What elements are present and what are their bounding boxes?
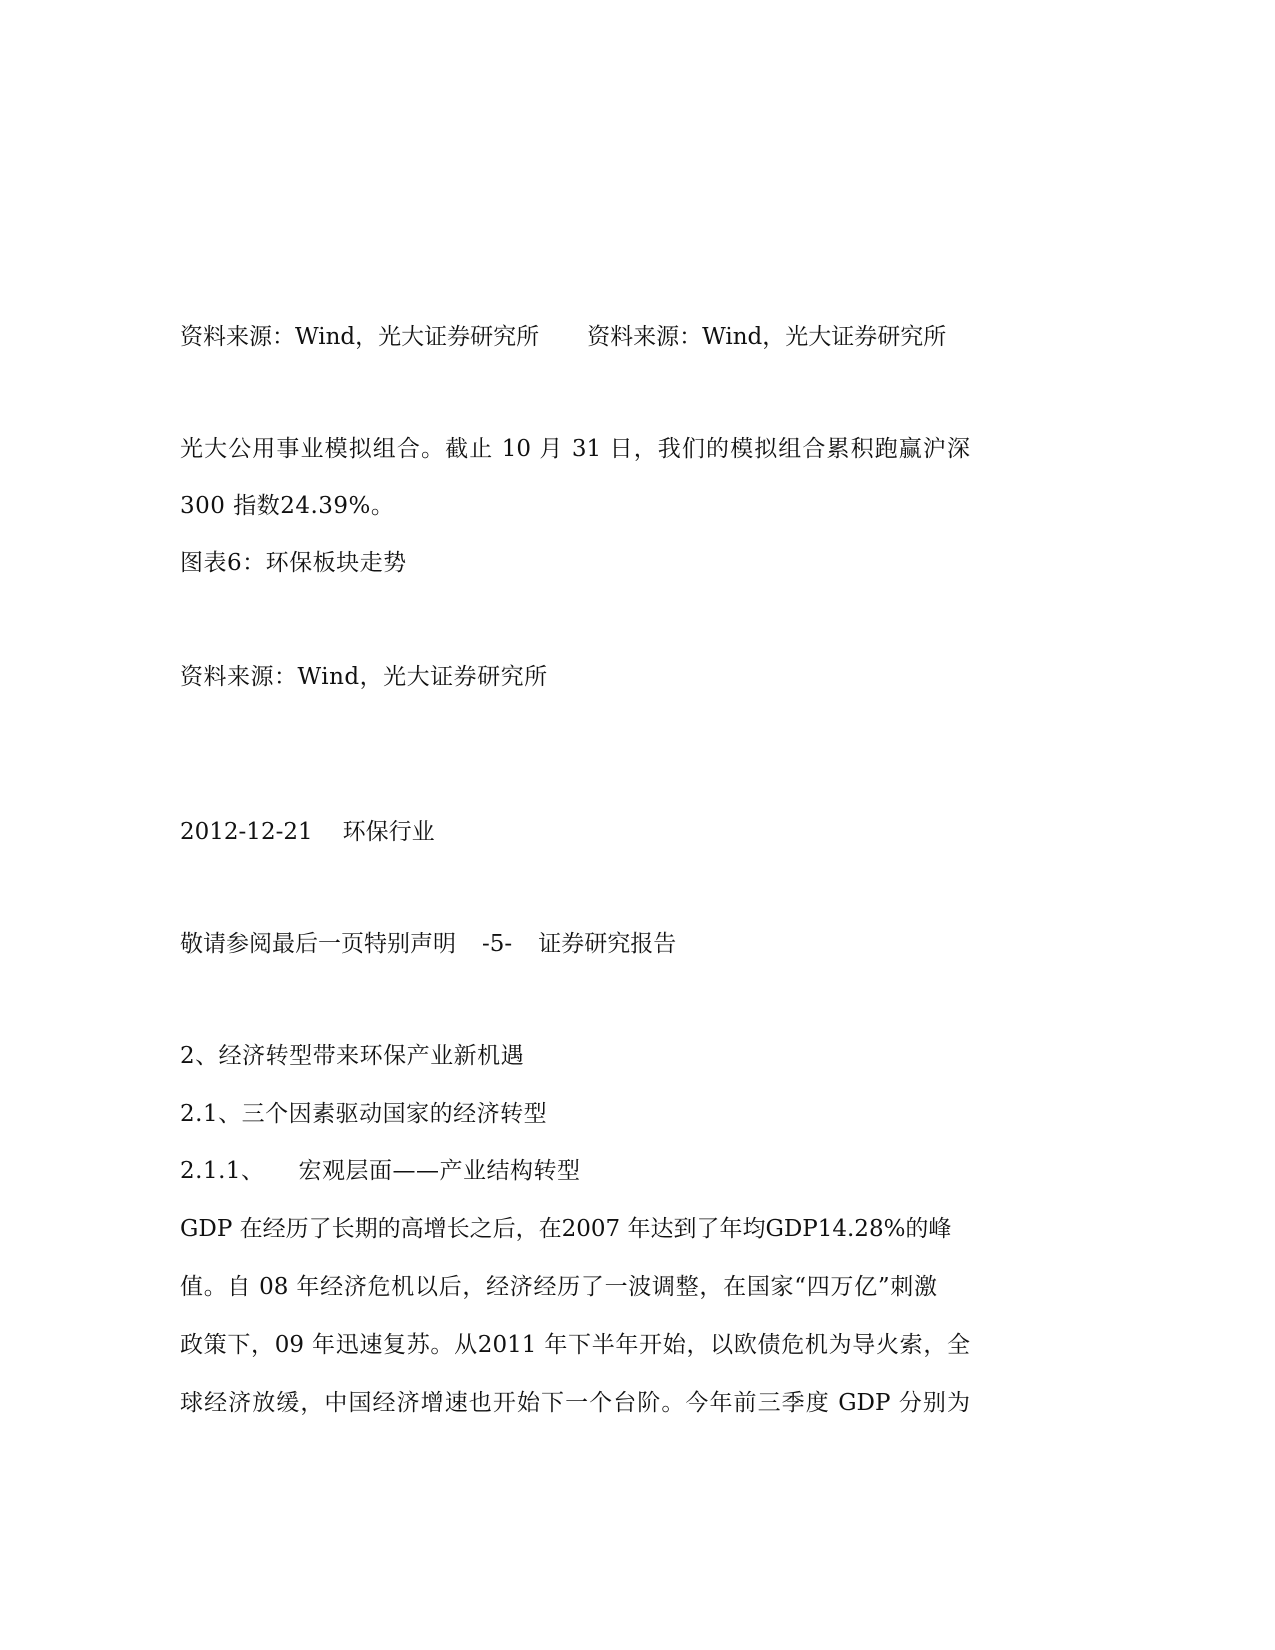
section-2-heading: 2、经济转型带来环保产业新机遇 (180, 1043, 525, 1069)
section-2-1-1-title: 宏观层面——产业结构转型 (298, 1158, 581, 1184)
disclaimer-text: 敬请参阅最后一页特别声明 (180, 931, 456, 957)
section-2-1-heading: 2.1、三个因素驱动国家的经济转型 (180, 1101, 548, 1127)
report-type: 证券研究报告 (538, 931, 677, 957)
source-left: 资料来源：Wind，光大证券研究所 (180, 324, 540, 350)
section-2-1-1-number: 2.1.1、 (180, 1158, 265, 1184)
page-number: -5- (482, 931, 513, 957)
source-pair (180, 322, 946, 352)
report-date: 2012-12-21 (180, 819, 313, 845)
date-industry-line (180, 817, 435, 847)
page-footer (180, 929, 676, 959)
figure-6-title: 图表6：环保板块走势 (180, 550, 407, 576)
figure-6-source: 资料来源：Wind，光大证券研究所 (180, 664, 548, 690)
paragraph-line-2: 值。自 08 年经济危机以后，经济经历了一波调整，在国家“四万亿”刺激 (180, 1274, 937, 1300)
paragraph-line-1: GDP 在经历了长期的高增长之后，在2007 年达到了年均GDP14.28%的峰 (180, 1216, 952, 1242)
source-right: 资料来源：Wind，光大证券研究所 (587, 324, 947, 350)
paragraph-line-3: 政策下，09 年迅速复苏。从2011 年下半年开始，以欧债危机为导火索，全 (180, 1332, 970, 1358)
paragraph-line-4: 球经济放缓，中国经济增速也开始下一个台阶。今年前三季度 GDP 分别为 (180, 1390, 970, 1416)
section-2-1-1-heading (180, 1156, 581, 1186)
portfolio-line-1: 光大公用事业模拟组合。截止 10 月 31 日，我们的模拟组合累积跑赢沪深 (180, 436, 970, 462)
portfolio-line-2: 300 指数24.39%。 (180, 493, 395, 519)
industry-label: 环保行业 (342, 819, 435, 845)
